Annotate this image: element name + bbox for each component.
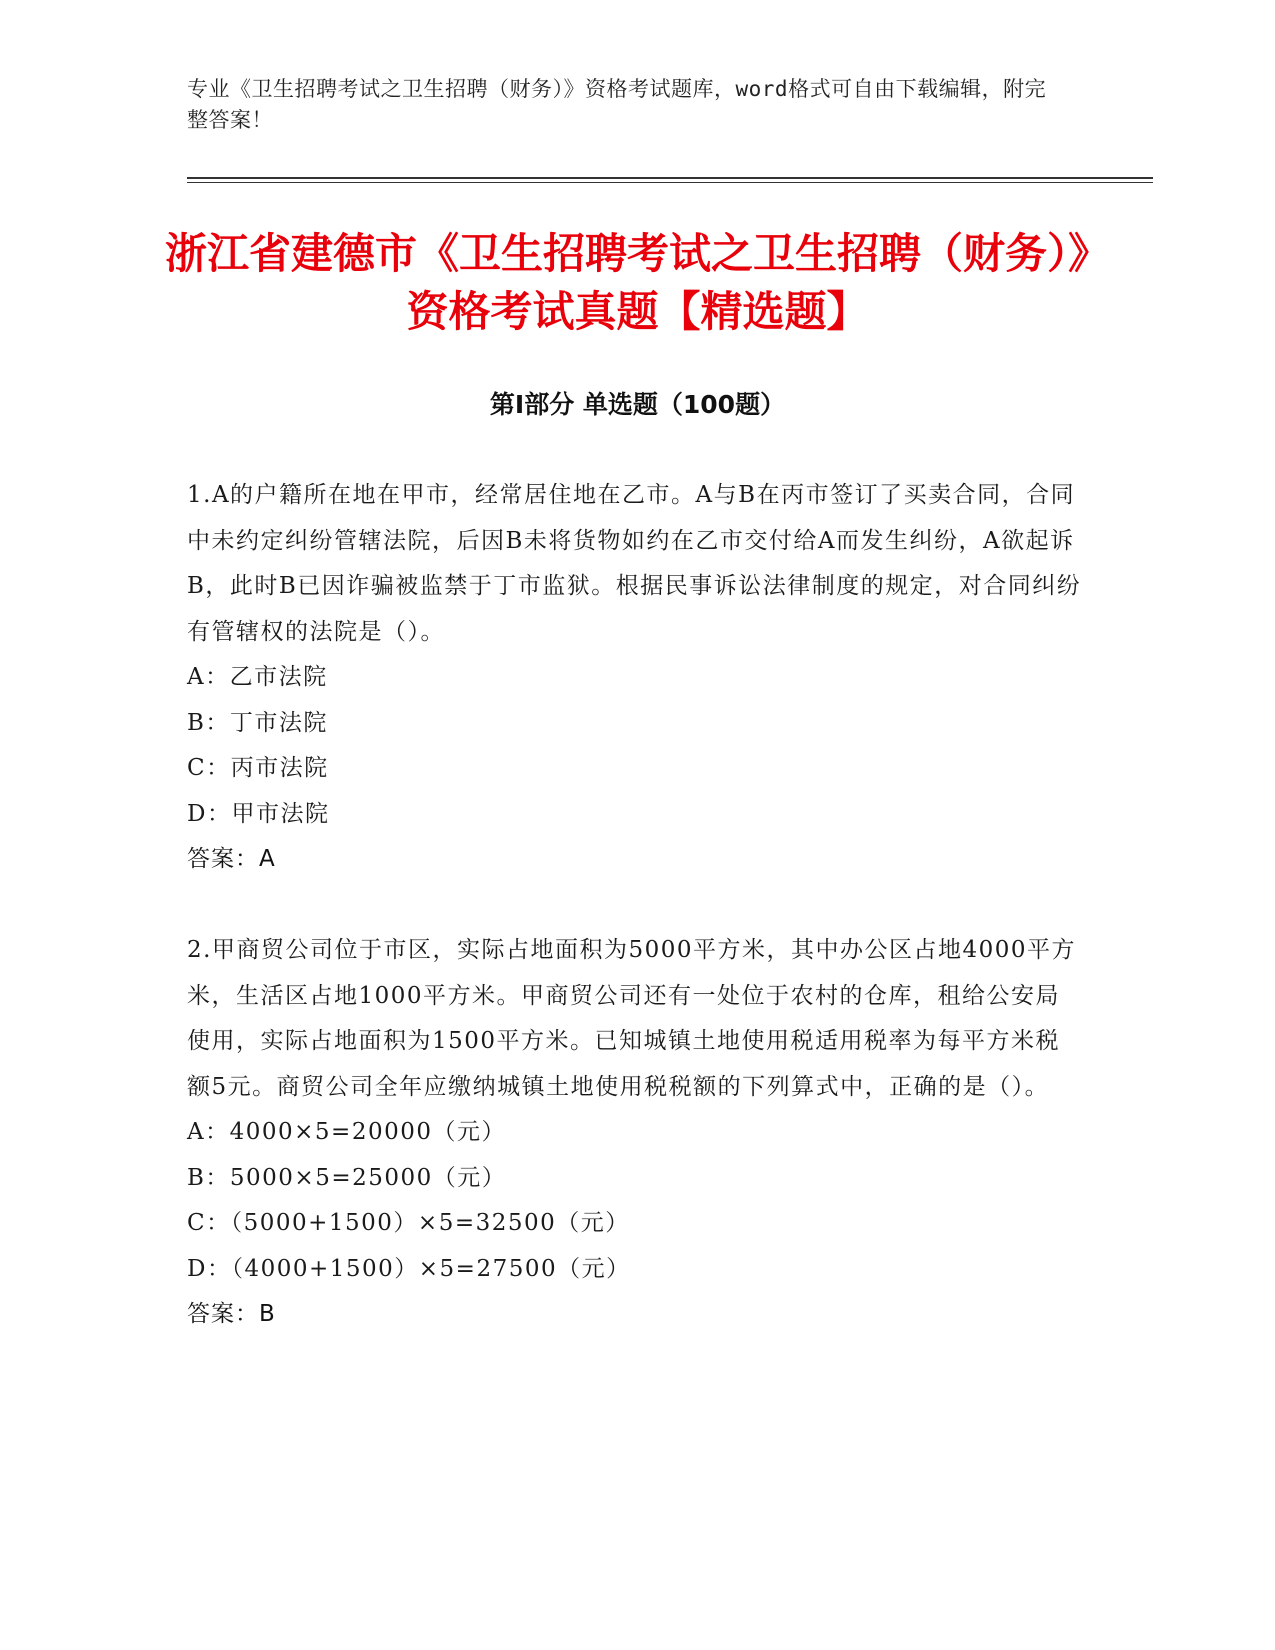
header-divider-thick	[187, 177, 1153, 179]
option-a: A：4000×5=20000（元）	[187, 1119, 506, 1145]
question-stem: 1.A的户籍所在地在甲市，经常居住地在乙市。A与B在丙市签订了买卖合同，合同中未约定纠纷管辖法院，后因B未将货物如约在乙市交付给A而发生纠纷，A欲起诉B，此时B已因诈骗被监禁于丁市监狱。根据民事诉讼法律制度的规定，对合同纠纷有管辖权的法院是（）。	[187, 482, 1082, 645]
option-d: D：甲市法院	[187, 800, 330, 827]
question-1	[187, 473, 1082, 883]
answer: 答案：B	[187, 1301, 276, 1327]
header-divider-thin	[187, 182, 1153, 183]
option-c: C：（5000+1500）×5=32500（元）	[187, 1210, 630, 1236]
option-b: B：丁市法院	[187, 709, 328, 736]
option-c: C：丙市法院	[187, 755, 329, 781]
question-2	[187, 928, 1082, 1338]
question-stem: 2.甲商贸公司位于市区，实际占地面积为5000平方米，其中办公区占地4000平方米，生活区占地1000平方米。甲商贸公司还有一处位于农村的仓库，租给公安局使用，实际占地面积为1500平方米。已知城镇土地使用税适用税率为每平方米税额5元。商贸公司全年应缴纳城镇土地使用税税额的下列算式中，正确的是（）。	[187, 937, 1077, 1100]
section-heading: 第Ⅰ部分 单选题（100题）	[489, 390, 786, 419]
option-a: A：乙市法院	[187, 664, 328, 690]
document-title: 浙江省建德市《卫生招聘考试之卫生招聘（财务）》资格考试真题【精选题】	[164, 229, 1110, 336]
answer: 答案：A	[187, 846, 276, 872]
option-d: D：（4000+1500）×5=27500（元）	[187, 1255, 631, 1282]
header-note: 专业《卫生招聘考试之卫生招聘（财务）》资格考试题库，word格式可自由下载编辑，附完整答案！	[187, 77, 1047, 132]
option-b: B：5000×5=25000（元）	[187, 1164, 507, 1191]
